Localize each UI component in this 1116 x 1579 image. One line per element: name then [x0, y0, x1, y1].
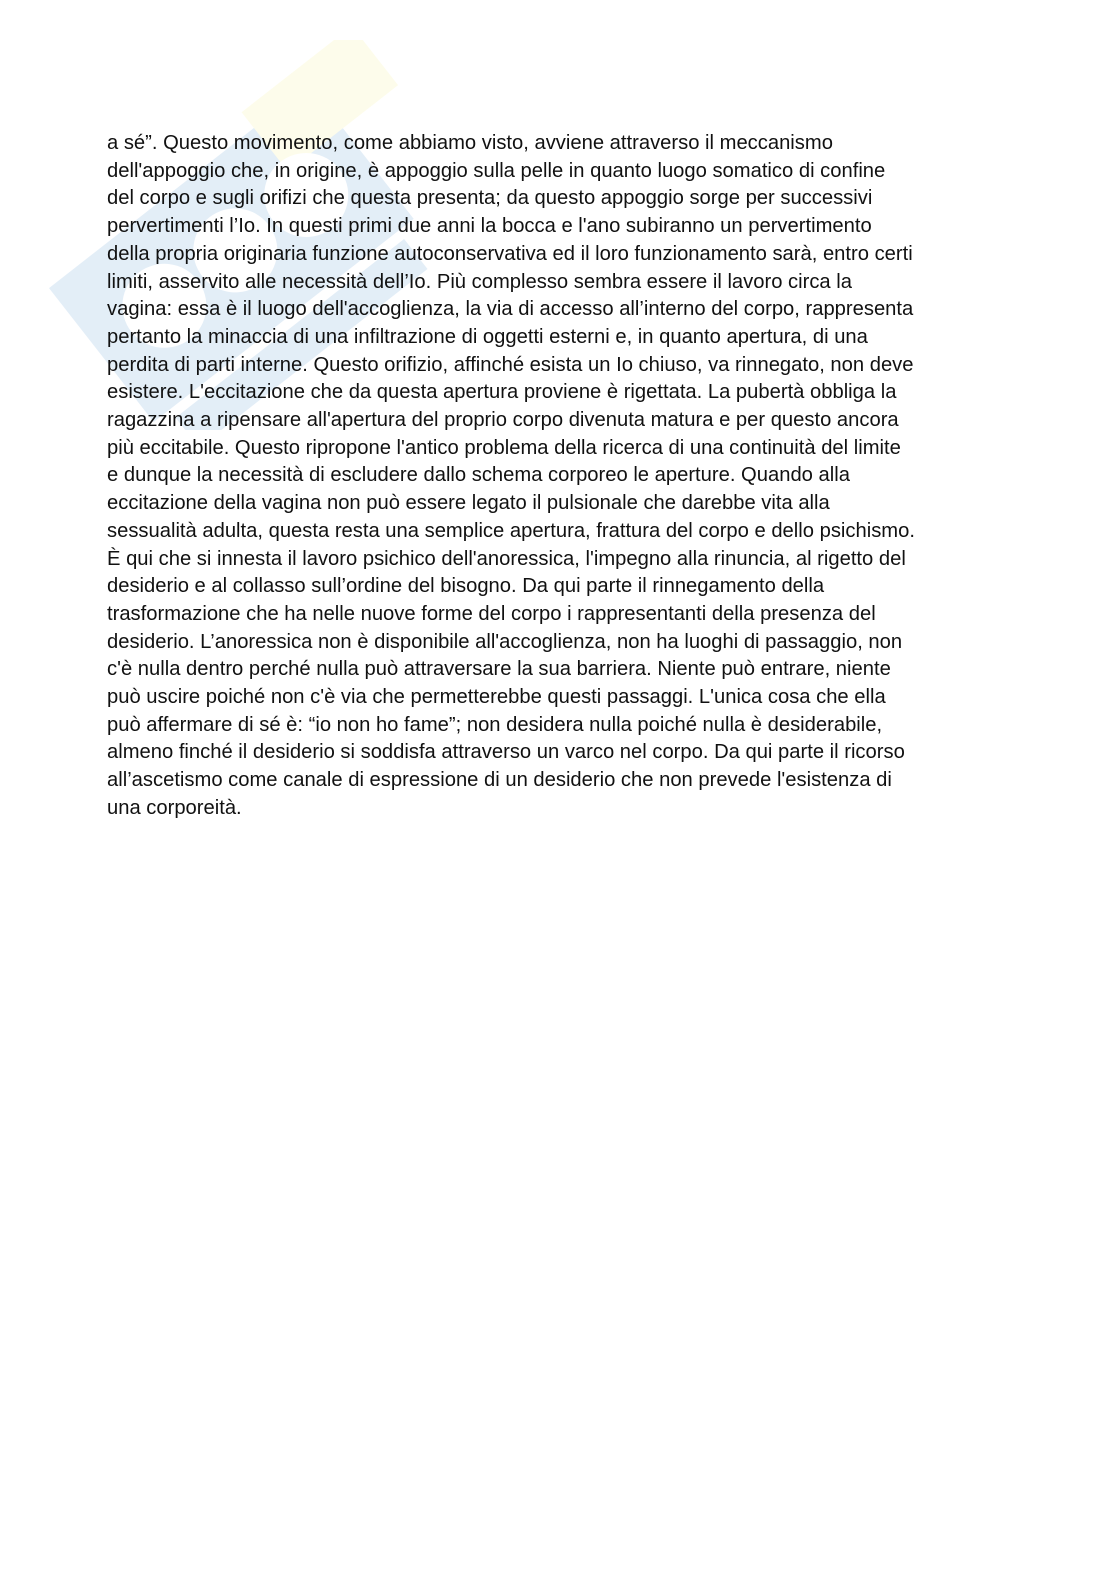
text-line: almeno finché il desiderio si soddisfa attraverso un varco nel corpo. Da qui parte il ricorso: [107, 741, 905, 764]
text-line: desiderio e al collasso sull’ordine del bisogno. Da qui parte il rinnegamento della: [107, 575, 825, 598]
text-line: più eccitabile. Questo ripropone l'antico problema della ricerca di una continuità del limite: [107, 436, 901, 459]
text-line: pervertimenti l’Io. In questi primi due anni la bocca e l'ano subiranno un pervertimento: [107, 215, 872, 238]
text-line: ragazzina a ripensare all'apertura del proprio corpo divenuta matura e per questo ancora: [107, 409, 899, 432]
text-line: trasformazione che ha nelle nuove forme del corpo i rappresentanti della presenza del: [107, 602, 876, 625]
body-paragraph: [107, 130, 1007, 823]
text-line: vagina: essa è il luogo dell'accoglienza, la via di accesso all’interno del corpo, rappresenta: [107, 298, 914, 321]
text-line: desiderio. L’anoressica non è disponibile all'accoglienza, non ha luoghi di passaggio, non: [107, 630, 903, 653]
text-line: dell'appoggio che, in origine, è appoggio sulla pelle in quanto luogo somatico di confine: [107, 159, 886, 182]
text-line: È qui che si innesta il lavoro psichico dell'anoressica, l'impegno alla rinuncia, al rigetto del: [107, 547, 906, 570]
text-line: una corporeità.: [107, 796, 242, 819]
text-line: può affermare di sé è: “io non ho fame”; non desidera nulla poiché nulla è desiderabile,: [107, 713, 883, 736]
text-line: all’ascetismo come canale di espressione di un desiderio che non prevede l'esistenza di: [107, 769, 892, 792]
text-line: perdita di parti interne. Questo orifizio, affinché esista un Io chiuso, va rinnegato, non deve: [107, 353, 914, 376]
text-line: c'è nulla dentro perché nulla può attraversare la sua barriera. Niente può entrare, niente: [107, 658, 891, 681]
text-line: del corpo e sugli orifizi che questa presenta; da questo appoggio sorge per successivi: [107, 187, 873, 210]
text-line: e dunque la necessità di escludere dallo schema corporeo le aperture. Quando alla: [107, 464, 850, 487]
text-line: sessualità adulta, questa resta una semplice apertura, frattura del corpo e dello psichismo.: [107, 519, 915, 542]
text-line: della propria originaria funzione autoconservativa ed il loro funzionamento sarà, entro certi: [107, 242, 913, 265]
text-line: può uscire poiché non c'è via che permetterebbe questi passaggi. L'unica cosa che ella: [107, 686, 886, 709]
text-line: limiti, asservito alle necessità dell’Io. Più complesso sembra essere il lavoro circa la: [107, 270, 852, 293]
text-line: eccitazione della vagina non può essere legato il pulsionale che darebbe vita alla: [107, 492, 830, 515]
text-line: a sé”. Questo movimento, come abbiamo visto, avviene attraverso il meccanismo: [107, 132, 833, 154]
text-line: pertanto la minaccia di una infiltrazione di oggetti esterni e, in quanto apertura, di una: [107, 325, 868, 348]
text-line: esistere. L'eccitazione che da questa apertura proviene è rigettata. La pubertà obbliga la: [107, 381, 897, 404]
